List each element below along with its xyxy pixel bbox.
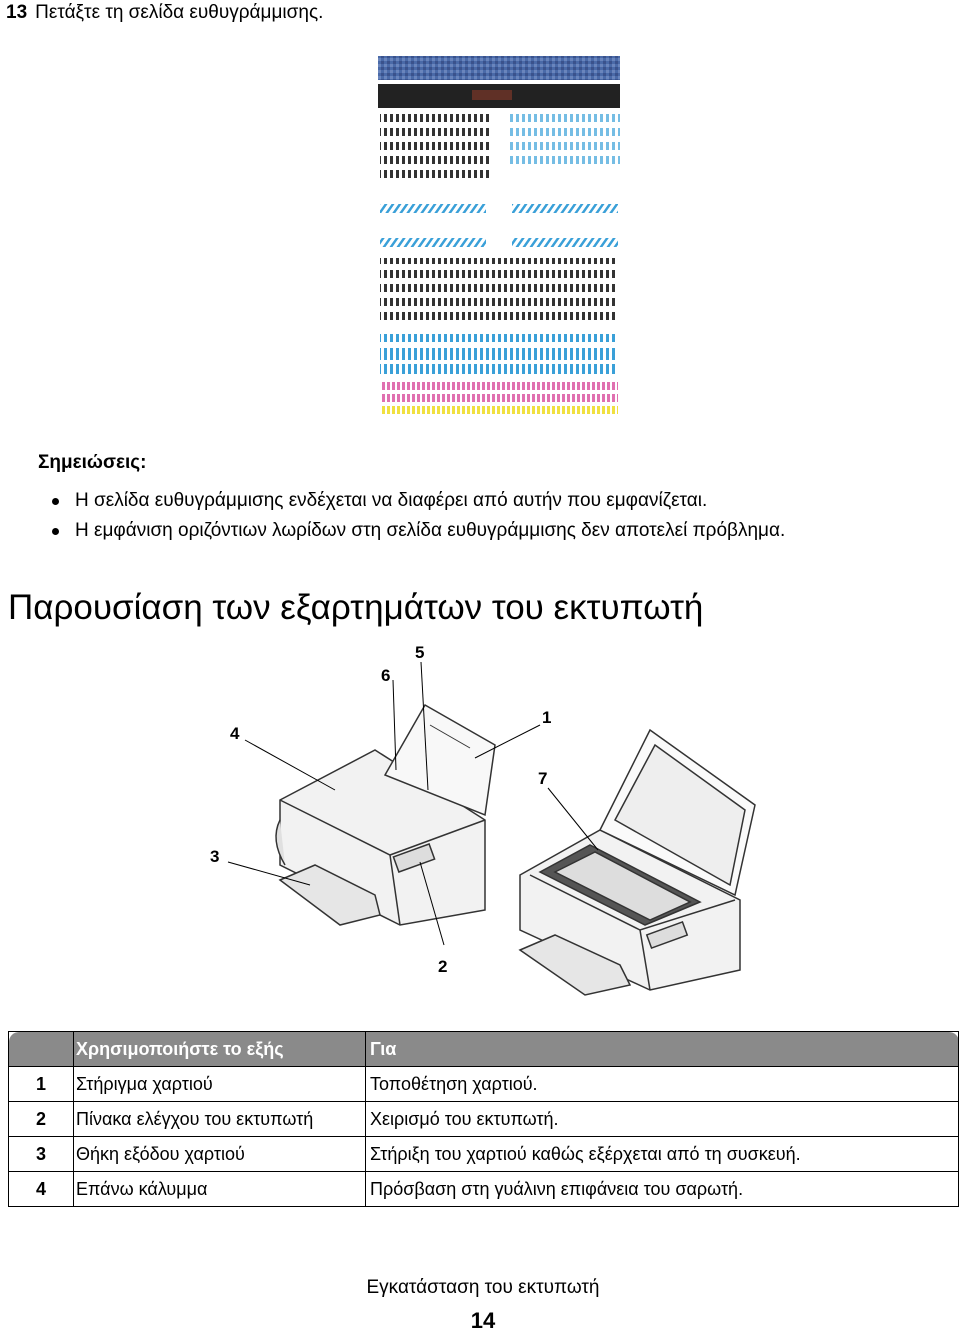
step-instruction (6, 2, 323, 24)
note-text: Η εμφάνιση οριζόντιων λωρίδων στη σελίδα ευθυγράμμισης δεν αποτελεί πρόβλημα. (75, 520, 786, 541)
row-number: 4 (9, 1172, 74, 1207)
table-row (9, 1102, 959, 1137)
footer-section-title: Εγκατάσταση του εκτυπωτή (366, 1277, 600, 1298)
step-text: Πετάξτε τη σελίδα ευθυγράμμισης. (35, 2, 324, 23)
callout-label: 2 (438, 957, 448, 976)
callout-label: 7 (538, 769, 548, 788)
alignment-page-illustration (372, 52, 624, 424)
step-number: 13 (6, 2, 28, 23)
row-purpose: Χειρισμό του εκτυπωτή. (366, 1102, 959, 1137)
header-use: Χρησιμοποιήστε το εξής (74, 1032, 366, 1067)
callout-label: 5 (415, 643, 425, 662)
row-part: Θήκη εξόδου χαρτιού (74, 1137, 366, 1172)
callout-label: 3 (210, 847, 220, 866)
note-item (38, 486, 785, 516)
row-purpose: Στήριξη του χαρτιού καθώς εξέρχεται από τη συσκευή. (366, 1137, 959, 1172)
note-text: Η σελίδα ευθυγράμμισης ενδέχεται να διαφέρει από αυτήν που εμφανίζεται. (75, 490, 708, 511)
table-header-row (9, 1032, 959, 1067)
section-title: Παρουσίαση των εξαρτημάτων του εκτυπωτή (8, 588, 704, 627)
callout-label: 4 (230, 724, 240, 743)
callout-label: 1 (542, 708, 552, 727)
row-number: 1 (9, 1067, 74, 1102)
callout-label: 6 (381, 666, 391, 685)
header-for: Για (366, 1032, 959, 1067)
table-row (9, 1137, 959, 1172)
row-purpose: Τοποθέτηση χαρτιού. (366, 1067, 959, 1102)
row-number: 2 (9, 1102, 74, 1137)
notes-list (38, 486, 785, 546)
printer-parts-illustration (200, 640, 780, 1020)
parts-table (8, 1031, 959, 1207)
row-purpose: Πρόσβαση στη γυάλινη επιφάνεια του σαρωτή. (366, 1172, 959, 1207)
table-row (9, 1067, 959, 1102)
row-number: 3 (9, 1137, 74, 1172)
note-item (38, 516, 785, 546)
row-part: Στήριγμα χαρτιού (74, 1067, 366, 1102)
table-row (9, 1172, 959, 1207)
row-part: Πίνακα ελέγχου του εκτυπωτή (74, 1102, 366, 1137)
header-number (9, 1032, 74, 1067)
bullet-icon (52, 498, 59, 505)
page-number: 14 (470, 1308, 496, 1333)
bullet-icon (52, 528, 59, 535)
notes-title: Σημειώσεις: (38, 452, 147, 473)
row-part: Επάνω κάλυμμα (74, 1172, 366, 1207)
